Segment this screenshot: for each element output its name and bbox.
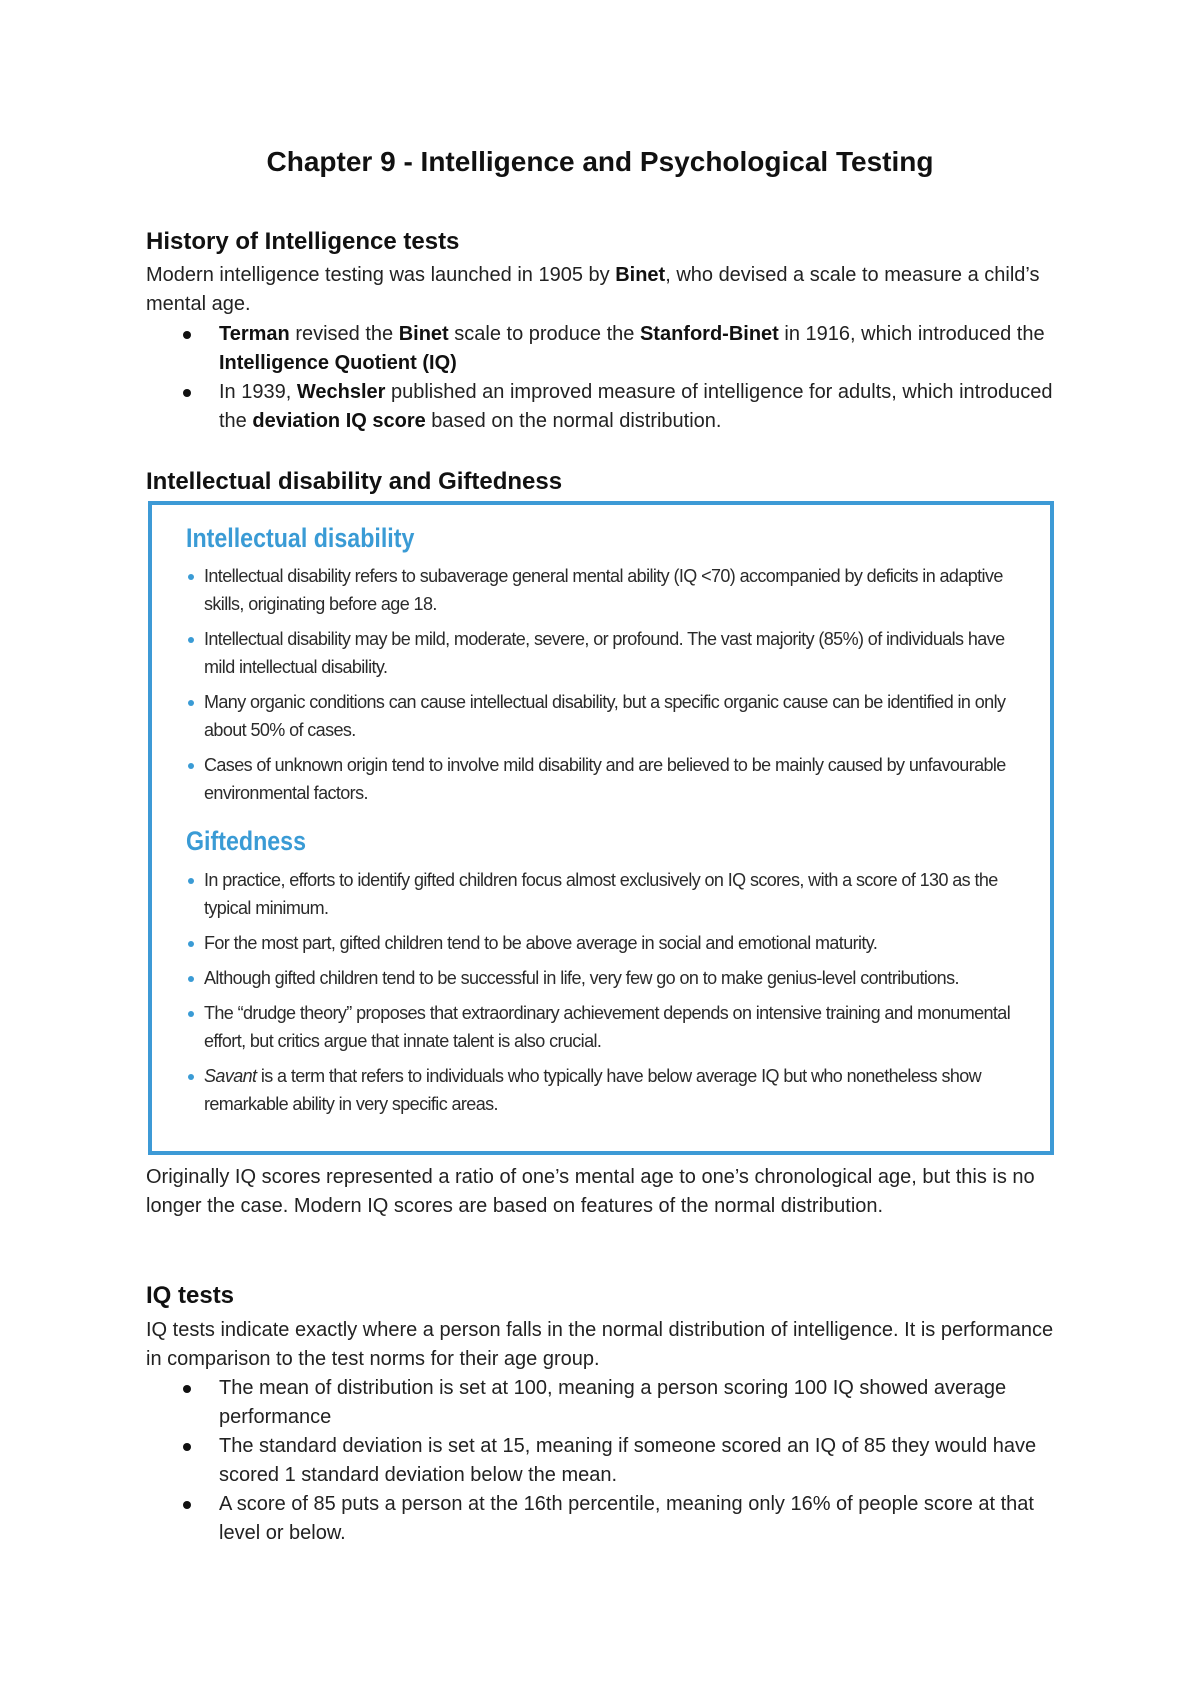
list-item <box>186 964 1026 992</box>
history-para-bold: Binet <box>615 264 666 286</box>
list-item <box>146 1374 1066 1432</box>
bullet-text-bold: Wechsler <box>296 381 386 403</box>
iq-tests-bullet-list <box>146 1374 1066 1548</box>
bullet-icon <box>188 1074 194 1080</box>
list-item <box>186 625 1026 681</box>
bullet-text: based on the normal distribution. <box>425 410 722 432</box>
bullet-text: In 1939, <box>219 381 297 403</box>
box-item-text: Intellectual disability refers to subaverage general mental ability (IQ <70) accompanied by deficits in adaptive skills, originating before age 18. <box>204 566 1003 614</box>
bullet-icon <box>183 1443 191 1451</box>
history-para-text: , who devised a scale to measure a child’s mental age. <box>146 264 1040 315</box>
page-title: Chapter 9 - Intelligence and Psychological Testing <box>266 146 934 177</box>
bullet-icon <box>188 637 194 643</box>
list-item <box>186 1062 1026 1118</box>
bullet-text-bold: Stanford-Binet <box>639 323 779 345</box>
bullet-text-bold: Binet <box>398 323 449 345</box>
list-item <box>186 929 1026 957</box>
list-item <box>186 562 1026 618</box>
box-item-text: Intellectual disability may be mild, moderate, severe, or profound. The vast majority (85%) of individuals have mild intellectual disability. <box>204 629 1005 677</box>
bullet-text-bold: deviation IQ score <box>252 410 426 432</box>
box-item-text: Cases of unknown origin tend to involve mild disability and are believed to be mainly caused by unfavourable environmental factors. <box>204 755 1006 803</box>
bullet-icon <box>188 700 194 706</box>
iq-tests-paragraph: IQ tests indicate exactly where a person falls in the normal distribution of intelligence. It is performance in comparison to the test norms for their age group. <box>146 1319 1054 1370</box>
bullet-icon <box>183 389 191 397</box>
bullet-icon <box>188 976 194 982</box>
bullet-text: revised the <box>289 323 399 345</box>
savant-term: Savant <box>204 1066 257 1086</box>
bullet-icon <box>188 941 194 947</box>
bullet-text: published an improved measure of intelligence for adults, which introduced the <box>219 381 1053 432</box>
giftedness-box-list <box>186 866 1026 1125</box>
bullet-text: in 1916, which introduced the <box>778 323 1045 345</box>
list-item <box>186 688 1026 744</box>
bullet-icon <box>188 1011 194 1017</box>
bullet-icon <box>183 1385 191 1393</box>
history-paragraph <box>146 261 1066 319</box>
bullet-text: The standard deviation is set at 15, meaning if someone scored an IQ of 85 they would have scored 1 standard deviation below the mean. <box>219 1435 1037 1486</box>
bullet-icon <box>188 878 194 884</box>
disability-box-heading: Intellectual disability <box>186 523 415 553</box>
bullet-text: scale to produce the <box>448 323 640 345</box>
history-para-text: Modern intelligence testing was launched in 1905 by <box>146 264 616 286</box>
bullet-text: A score of 85 puts a person at the 16th percentile, meaning only 16% of people score at that level or below. <box>219 1493 1034 1544</box>
iq-history-paragraph: Originally IQ scores represented a ratio of one’s mental age to one’s chronological age, but this is no longer the case. Modern IQ scores are based on features of the normal distribution. <box>146 1166 1035 1217</box>
list-item <box>186 751 1026 807</box>
box-item-text: For the most part, gifted children tend to be above average in social and emotional maturity. <box>204 933 878 953</box>
bullet-text: The mean of distribution is set at 100, meaning a person scoring 100 IQ showed average performance <box>219 1377 1007 1428</box>
list-item <box>186 999 1026 1055</box>
box-item-text: Many organic conditions can cause intellectual disability, but a specific organic cause can be identified in only about 50% of cases. <box>204 692 1006 740</box>
bullet-text-bold: Intelligence Quotient (IQ) <box>219 352 457 374</box>
box-item-text: The “drudge theory” proposes that extraordinary achievement depends on intensive training and monumental effort, but critics argue that innate talent is also crucial. <box>204 1003 1011 1051</box>
bullet-icon <box>183 331 191 339</box>
list-item <box>146 320 1066 378</box>
bullet-icon <box>188 763 194 769</box>
box-item-text: Savant is a term that refers to individuals who typically have below average IQ but who nonetheless show remarkable ability in very specific areas. <box>204 1066 982 1114</box>
history-heading: History of Intelligence tests <box>146 228 460 255</box>
disability-section-heading: Intellectual disability and Giftedness <box>146 468 563 495</box>
list-item <box>146 1432 1066 1490</box>
giftedness-box-heading: Giftedness <box>186 826 307 856</box>
list-item <box>146 378 1066 436</box>
disability-box-list <box>186 562 1026 814</box>
bullet-icon <box>183 1501 191 1509</box>
bullet-icon <box>188 574 194 580</box>
box-item-text: In practice, efforts to identify gifted children focus almost exclusively on IQ scores, with a score of 130 as the typical minimum. <box>204 870 998 918</box>
box-item-text: Although gifted children tend to be successful in life, very few go on to make genius-level contributions. <box>204 968 959 988</box>
history-bullet-list <box>146 320 1066 436</box>
list-item <box>186 866 1026 922</box>
list-item <box>146 1490 1066 1548</box>
textbook-summary-box <box>148 501 1054 1155</box>
iq-tests-heading: IQ tests <box>146 1282 235 1309</box>
bullet-text-bold: Terman <box>219 323 290 345</box>
